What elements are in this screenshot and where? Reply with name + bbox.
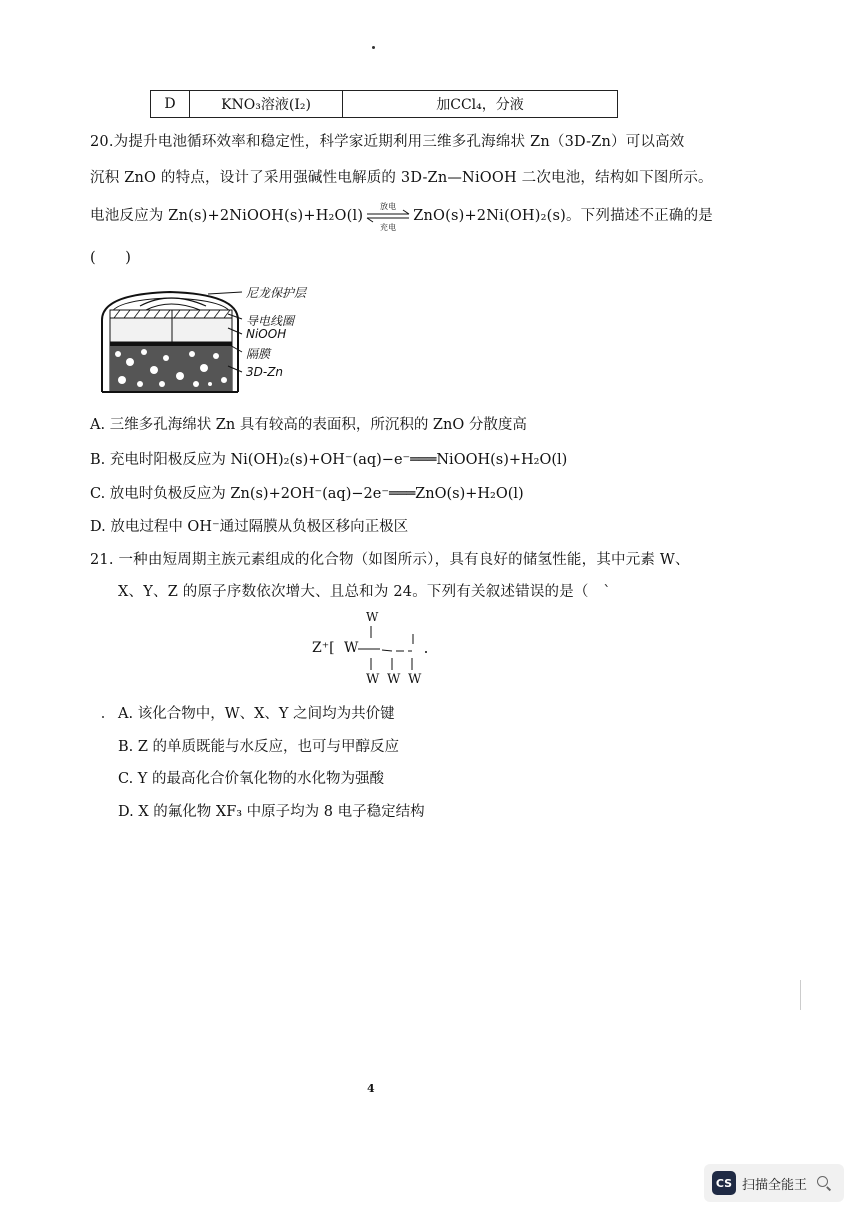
table-row <box>151 91 618 118</box>
scanner-app-badge[interactable] <box>704 1164 844 1202</box>
cation-z: Z⁺[ <box>312 640 335 656</box>
q21-option-d: D. X 的氟化物 XF₃ 中原子均为 8 电子稳定结构 <box>118 804 425 820</box>
row-method: 加CCl₄，分液 <box>343 91 618 118</box>
camscanner-logo-icon: CS <box>712 1171 736 1195</box>
q20-option-c: C. 放电时负极反应为 Zn(s)+2OH⁻(aq)−2e⁻═══ZnO(s)+H₂O(l) <box>90 486 524 502</box>
page-number: 4 <box>367 1082 375 1095</box>
label-niooh: NiOOH <box>246 327 287 341</box>
q20-option-d: D. 放电过程中 OH⁻通过隔膜从负极区移向正极区 <box>90 519 409 535</box>
reaction-left: 电池反应为 Zn(s)+2NiOOH(s)+H₂O(l) <box>90 208 364 224</box>
q20-text-line-2: 沉积 ZnO 的特点，设计了采用强碱性电解质的 3D-Zn—NiOOH 二次电池，结构如下图所示。 <box>90 170 713 186</box>
q20-option-a: A. 三维多孔海绵状 Zn 具有较高的表面积，所沉积的 ZnO 分散度高 <box>90 417 527 433</box>
q21-option-a: A. 该化合物中，W、X、Y 之间均为共价键 <box>118 706 395 722</box>
atom-w-top: W <box>366 610 379 624</box>
atom-w-bottom-1: W <box>366 672 380 687</box>
scan-speck <box>102 716 104 718</box>
reversible-arrow <box>365 202 411 232</box>
arrow-label-discharge: 放电 <box>380 202 397 211</box>
arrow-label-charge: 充电 <box>380 223 397 232</box>
search-icon[interactable] <box>817 1176 831 1190</box>
battery-figure <box>96 280 336 396</box>
q20-text-line-1: 20.为提升电池循环效率和稳定性，科学家近期利用三维多孔海绵状 Zn（3D-Zn）可以高效 <box>90 134 685 150</box>
q20-option-b: B. 充电时阳极反应为 Ni(OH)₂(s)+OH⁻(aq)−e⁻═══NiOOH(s)+H₂O(l) <box>90 452 568 468</box>
atom-w-bottom-2: W <box>387 672 401 687</box>
answer-blank: ( ) <box>90 250 132 266</box>
reaction-right: ZnO(s)+2Ni(OH)₂(s)。下列描述不正确的是 <box>413 208 713 224</box>
q21-text-line-2: X、Y、Z 的原子序数依次增大、且总和为 24。下列有关叙述错误的是（ ` <box>118 584 611 600</box>
q21-option-c: C. Y 的最高化合价氧化物的水化物为强酸 <box>118 771 384 787</box>
label-nylon-layer: 尼龙保护层 <box>246 286 307 300</box>
atom-w-bottom-3: W <box>408 672 422 687</box>
scanner-app-name: 扫描全能王 <box>742 1177 808 1193</box>
label-conductive-coil: 导电线圈 <box>246 314 295 328</box>
scan-edge-mark <box>800 980 801 1010</box>
options-table <box>150 90 618 118</box>
q21-option-b: B. Z 的单质既能与水反应，也可与甲醇反应 <box>118 739 400 755</box>
compound-structure-figure <box>308 610 438 690</box>
row-substance: KNO₃溶液(I₂) <box>190 91 343 118</box>
scan-speck <box>372 46 375 49</box>
q21-text-line-1: 21. 一种由短周期主族元素组成的化合物（如图所示），具有良好的储氢性能，其中元素 W、 <box>90 552 690 568</box>
label-3d-zn: 3D-Zn <box>246 365 284 379</box>
bond-lines-icon <box>308 610 438 690</box>
row-letter: D <box>151 91 190 118</box>
q20-reaction-line <box>90 202 713 232</box>
atom-w-left: W <box>344 640 359 656</box>
label-separator: 隔膜 <box>246 347 271 361</box>
